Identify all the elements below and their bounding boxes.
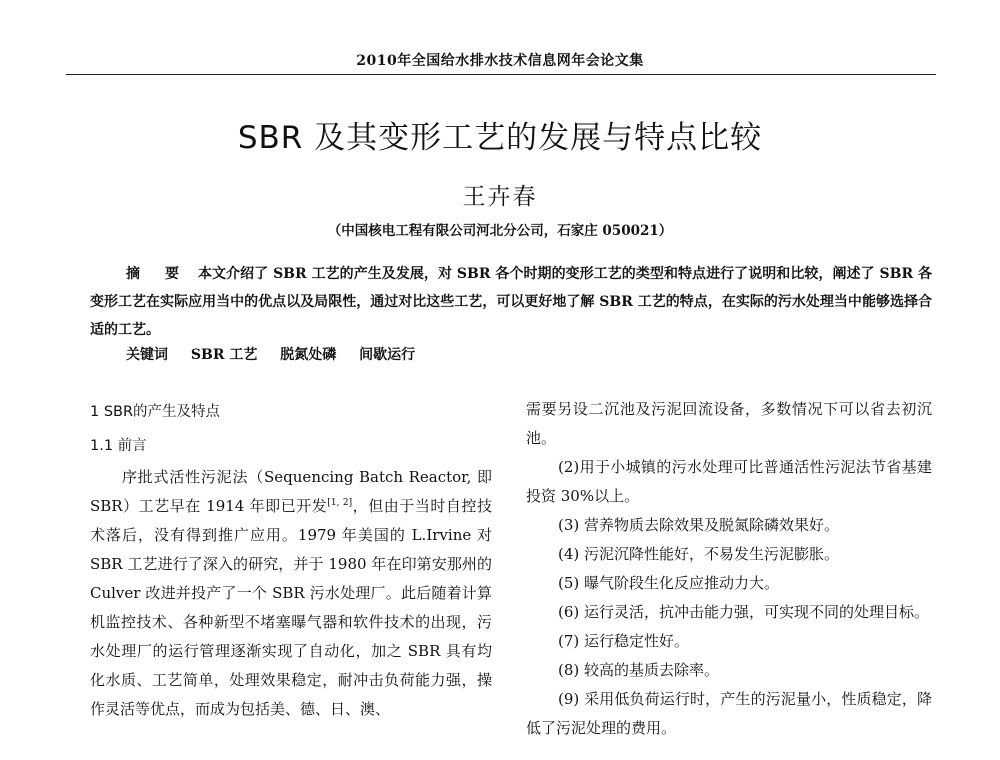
list-item: (3) 营养物质去除效果及脱氮除磷效果好。 (558, 516, 840, 534)
left-column (90, 395, 492, 724)
paragraph-text: 序批式活性污泥法（Sequencing Batch Reactor, 即 SBR）工艺早在 1914 年即已开发 (90, 468, 492, 515)
list-item: (8) 较高的基质去除率。 (558, 661, 720, 679)
keywords (126, 344, 415, 364)
citation-ref: [1, 2] (327, 498, 353, 508)
list-item: (6) 运行灵活，抗冲击能力强，可实现不同的处理目标。 (558, 603, 930, 621)
keyword: 脱氮处磷 (280, 347, 337, 363)
affiliation: （中国核电工程有限公司河北分公司，石家庄 050021） (327, 223, 673, 239)
keyword: SBR 工艺 (190, 347, 258, 363)
list-item: (9) 采用低负荷运行时，产生的污泥量小，性质稳定，降低了污泥处理的费用。 (526, 690, 932, 737)
list-item: (2)用于小城镇的污水处理可比普通活性污泥法节省基建投资 30%以上。 (526, 458, 932, 505)
section-heading: 1 SBR的产生及特点 (90, 404, 221, 420)
header-rule (66, 74, 936, 75)
body-paragraph: 需要另设二沉池及污泥回流设备，多数情况下可以省去初沉池。 (526, 400, 932, 447)
subsection-heading: 1.1 前言 (90, 438, 147, 454)
abstract-label: 摘 要 (126, 266, 190, 282)
running-head: 2010年全国给水排水技术信息网年会论文集 (356, 53, 644, 69)
keyword: 间歇运行 (359, 347, 416, 363)
author-name: 王卉春 (462, 184, 538, 210)
abstract-text: 本文介绍了 SBR 工艺的产生及发展，对 SBR 各个时期的变形工艺的类型和特点进行了说明和比较，阐述了 SBR 各变形工艺在实际应用当中的优点以及局限性，通过对比这些工艺，可以更好地了解 SBR 工艺的特点，在实际的污水处理当中能够选择合适的工艺。 (90, 266, 933, 338)
abstract (90, 260, 932, 344)
list-item: (5) 曝气阶段生化反应推动力大。 (558, 574, 780, 592)
list-item: (7) 运行稳定性好。 (558, 632, 690, 650)
body-paragraph (90, 463, 492, 724)
list-item: (4) 污泥沉降性能好，不易发生污泥膨胀。 (558, 545, 840, 563)
keywords-label: 关键词 (126, 347, 168, 363)
paper-title: SBR 及其变形工艺的发展与特点比较 (237, 120, 763, 156)
right-column (526, 395, 932, 743)
paragraph-text: ，但由于当时自控技术落后，没有得到推广应用。1979 年美国的 L.Irvine 对 SBR 工艺进行了深入的研究，并于 1980 年在印第安那州的 Culver 改进并投产了一个 SBR 污水处理厂。此后随着计算机监控技术、各种新型不堵塞曝气器和软件技术的出现，污水处理厂的运行管理逐渐实现了自动化，加之 SBR 具有均化水质、工艺简单，处理效果稳定，耐冲击负荷能力强，操作灵活等优点，而成为包括美、德、日、澳、 (90, 497, 492, 718)
